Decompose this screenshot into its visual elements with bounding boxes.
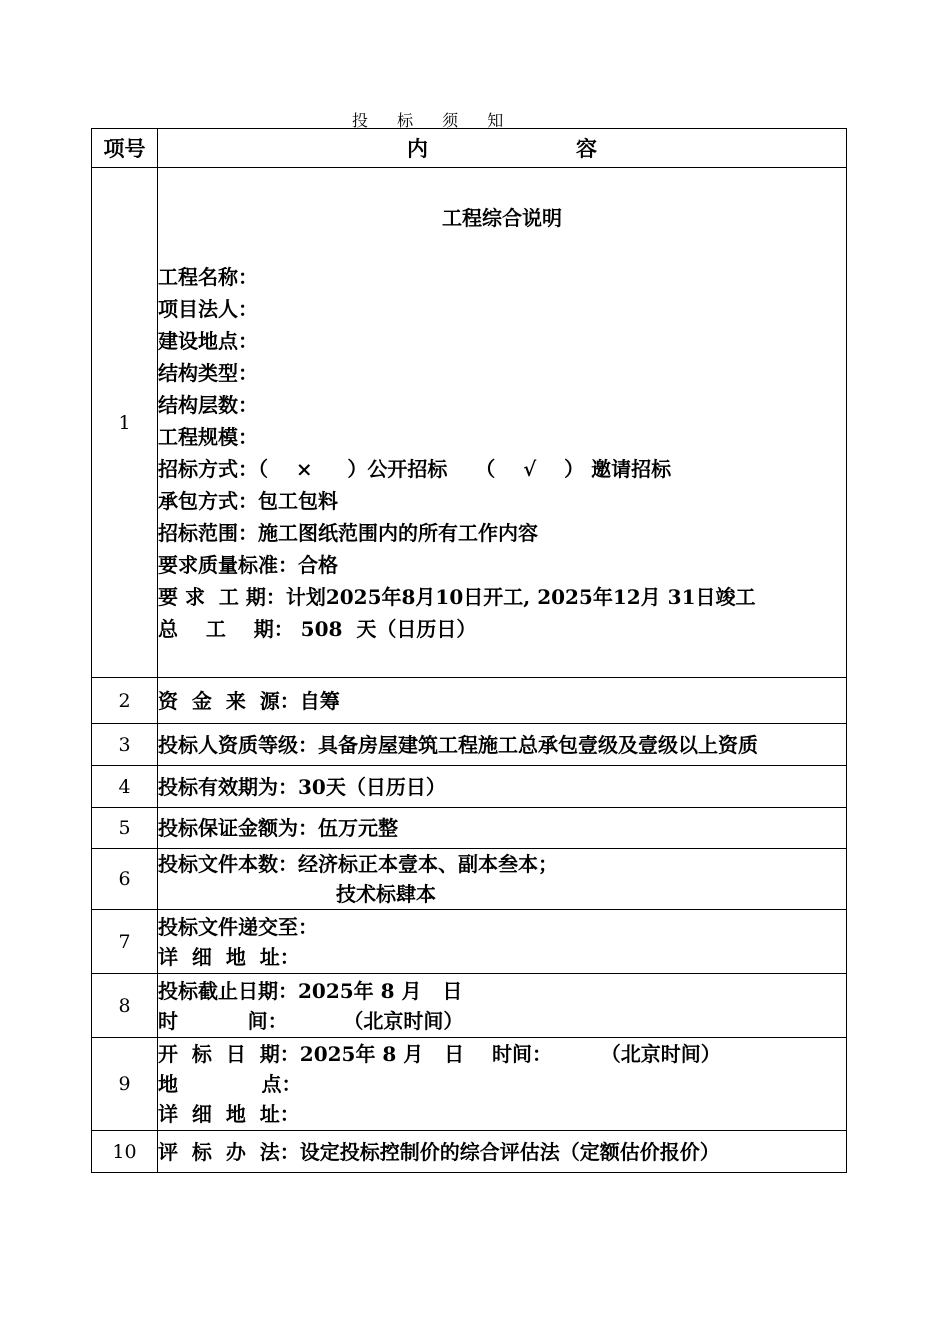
content-line: 招标范围：施工图纸范围内的所有工作内容 [158, 521, 538, 545]
table-row [92, 1131, 847, 1173]
table-row [92, 849, 847, 910]
header-content-label: 内 容 [407, 136, 597, 161]
row-number: 2 [92, 678, 158, 724]
table-header-row [92, 129, 847, 168]
row-number: 8 [92, 974, 158, 1038]
header-item-no: 项号 [92, 129, 158, 168]
bidding-notice-table [91, 128, 847, 1173]
content-line: 工程规模： [158, 425, 258, 449]
row-number: 3 [92, 724, 158, 766]
table-row [92, 766, 847, 808]
content-line: 招标方式：（ × ）公开招标 （ √ ） 邀请招标 [158, 457, 672, 481]
row-content [158, 678, 847, 724]
content-line: 资 金 来 源：自筹 [158, 688, 340, 713]
table-row [92, 808, 847, 849]
content-line: 评 标 办 法：设定投标控制价的综合评估法（定额估价报价） [158, 1139, 720, 1164]
table-row [92, 974, 847, 1038]
table-row [92, 724, 847, 766]
row-content [158, 808, 847, 849]
content-line: 技术标肆本 [336, 882, 436, 906]
content-line: 投标人资质等级：具备房屋建筑工程施工总承包壹级及壹级以上资质 [158, 732, 758, 757]
row-number: 9 [92, 1038, 158, 1131]
row-number: 5 [92, 808, 158, 849]
content-line: 工程名称： [158, 265, 258, 289]
content-line: 投标截止日期：2025年 8 月 日 [158, 978, 463, 1003]
row-content [158, 849, 847, 910]
row-content [158, 974, 847, 1038]
content-line: 总 工 期： 508 天（日历日） [158, 617, 477, 641]
content-line: 要 求 工 期：计划2025年8月10日开工, 2025年12月 31日竣工 [158, 585, 756, 609]
content-line: 投标文件递交至： [158, 914, 318, 939]
row-content [158, 910, 847, 974]
row-number: 10 [92, 1131, 158, 1173]
row-content [158, 766, 847, 808]
content-line: 结构层数： [158, 393, 258, 417]
content-line: 投标保证金额为：伍万元整 [158, 816, 398, 840]
header-content [158, 129, 847, 168]
content-line: 结构类型： [158, 361, 258, 385]
content-line: 时 间： （北京时间） [158, 1008, 464, 1033]
content-line: 要求质量标准：合格 [158, 553, 338, 577]
row-number: 6 [92, 849, 158, 910]
row-number: 7 [92, 910, 158, 974]
content-line: 地 点： [158, 1072, 302, 1096]
table-row [92, 168, 847, 678]
row-content [158, 1038, 847, 1131]
table-row [92, 1038, 847, 1131]
content-line: 开 标 日 期：2025年 8 月 日 时间： （北京时间） [158, 1042, 721, 1066]
content-line: 详 细 地 址： [158, 944, 300, 969]
content-line: 投标文件本数：经济标正本壹本、副本叁本； [158, 852, 558, 876]
table-row [92, 678, 847, 724]
row-content [158, 724, 847, 766]
content-line: 建设地点： [158, 329, 258, 353]
row-content [158, 168, 847, 678]
row-number: 4 [92, 766, 158, 808]
table-row [92, 910, 847, 974]
section-heading: 工程综合说明 [442, 206, 562, 230]
row-number: 1 [92, 168, 158, 678]
content-line: 承包方式：包工包料 [158, 489, 338, 513]
content-line: 投标有效期为：30天（日历日） [158, 774, 446, 799]
content-line: 详 细 地 址： [158, 1102, 300, 1126]
row-content [158, 1131, 847, 1173]
content-line: 项目法人： [158, 297, 258, 321]
document-title: 投 标 须 知 [352, 111, 516, 130]
